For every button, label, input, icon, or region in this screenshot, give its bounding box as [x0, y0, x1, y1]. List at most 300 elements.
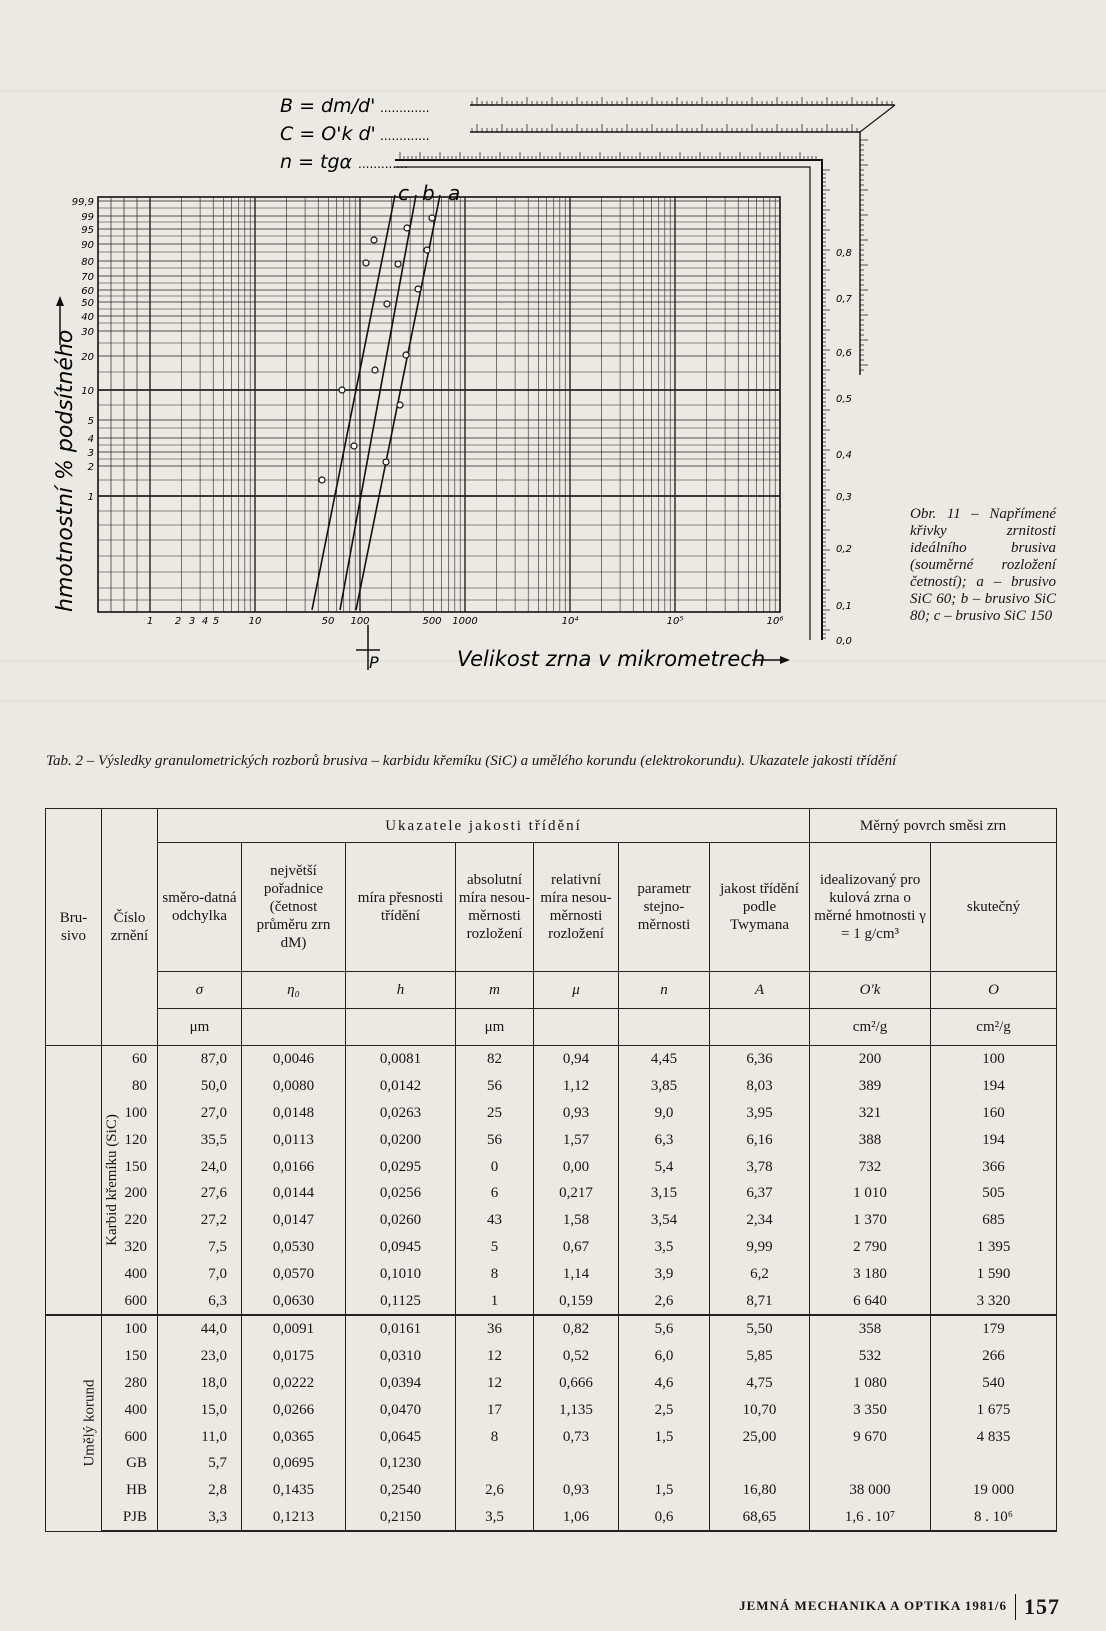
value-cell: 1,06: [534, 1504, 619, 1532]
table-row: [46, 1126, 1057, 1153]
value-cell: 1 010: [810, 1180, 931, 1207]
journal-name: JEMNÁ MECHANIKA A OPTIKA 1981/6: [739, 1597, 1007, 1613]
y-tick-label: 4: [87, 434, 94, 445]
value-cell: 0,0295: [346, 1153, 456, 1180]
n-scale-label: 0,8: [836, 248, 852, 259]
x-tick-label: 2: [174, 616, 182, 627]
formula-leader-3: .............: [358, 157, 408, 171]
y-tick-label: 50: [81, 298, 94, 309]
value-cell: [534, 1450, 619, 1477]
table-row: [46, 1370, 1057, 1397]
table-row: [46, 1396, 1057, 1423]
header-cislo: Číslo zrnění: [102, 809, 158, 1046]
table-row: [46, 1343, 1057, 1370]
results-table: [45, 808, 1057, 1532]
value-cell: 100: [931, 1046, 1057, 1073]
value-cell: 4,75: [710, 1370, 810, 1397]
y-tick-label: 3: [87, 448, 94, 459]
value-cell: 266: [931, 1343, 1057, 1370]
value-cell: 0,00: [534, 1153, 619, 1180]
y-tick-label: 10: [81, 386, 94, 397]
value-cell: 200: [810, 1046, 931, 1073]
value-cell: 36: [456, 1315, 534, 1343]
value-cell: 0,0695: [242, 1450, 346, 1477]
value-cell: 2,8: [158, 1477, 242, 1504]
grain-number-cell: 600: [102, 1287, 158, 1315]
value-cell: 532: [810, 1343, 931, 1370]
line-label-a: a: [448, 181, 461, 205]
value-cell: 27,2: [158, 1207, 242, 1234]
table-row: [46, 1423, 1057, 1450]
header-col-mu: relativní míra nesou-měrnosti rozložení: [534, 843, 619, 972]
value-cell: 0,94: [534, 1046, 619, 1073]
value-cell: 6,3: [619, 1126, 710, 1153]
data-point: [351, 443, 357, 449]
table-row: [46, 1477, 1057, 1504]
value-cell: 0,0175: [242, 1343, 346, 1370]
data-point: [429, 215, 435, 221]
value-cell: 56: [456, 1126, 534, 1153]
value-cell: 0,0148: [242, 1100, 346, 1127]
grain-number-cell: 150: [102, 1153, 158, 1180]
table-row: [46, 1046, 1057, 1073]
x-tick-label: 1: [146, 616, 154, 627]
figure-caption: Obr. 11 – Napřímené křivky zrnitosti ideálního brusiva (souměrné rozložení četností); a – brusivo SiC 60; b – brusivo SiC 80; c – brusivo SiC 150: [910, 506, 1056, 624]
n-scale-label: 0,0: [836, 636, 852, 647]
table-row: [46, 1315, 1057, 1343]
grain-number-cell: 400: [102, 1260, 158, 1287]
value-cell: 6,37: [710, 1180, 810, 1207]
unit-cell: [710, 1009, 810, 1046]
value-cell: 540: [931, 1370, 1057, 1397]
value-cell: 0,0645: [346, 1423, 456, 1450]
x-tick-label: 500: [422, 616, 442, 627]
unit-cell: [619, 1009, 710, 1046]
x-axis-title: Velikost zrna v mikrometrech: [457, 647, 766, 671]
value-cell: 3 350: [810, 1396, 931, 1423]
data-point: [339, 387, 345, 393]
header-quality-group: Ukazatele jakosti třídění: [158, 809, 810, 843]
value-cell: 9,0: [619, 1100, 710, 1127]
value-cell: 194: [931, 1073, 1057, 1100]
n-scale-label: 0,4: [836, 450, 852, 461]
scale-n-inner: [395, 167, 810, 640]
value-cell: 0,1125: [346, 1287, 456, 1315]
value-cell: 0,0161: [346, 1315, 456, 1343]
value-cell: 0,217: [534, 1180, 619, 1207]
value-cell: 3,78: [710, 1153, 810, 1180]
value-cell: 1 590: [931, 1260, 1057, 1287]
symbol-cell: h: [346, 972, 456, 1009]
value-cell: 3,9: [619, 1260, 710, 1287]
value-cell: 160: [931, 1100, 1057, 1127]
value-cell: 0,0630: [242, 1287, 346, 1315]
table-row: [46, 1153, 1057, 1180]
unit-cell: [242, 1009, 346, 1046]
value-cell: 0,1230: [346, 1450, 456, 1477]
formula-n: n = tgα: [280, 151, 353, 173]
x-tick-label: 5: [212, 616, 220, 627]
formula-leader-2: .............: [380, 129, 430, 143]
value-cell: 0,0081: [346, 1046, 456, 1073]
value-cell: 1 370: [810, 1207, 931, 1234]
group-name-cell: [46, 1046, 120, 1315]
value-cell: 0,6: [619, 1504, 710, 1532]
value-cell: 12: [456, 1343, 534, 1370]
value-cell: [810, 1450, 931, 1477]
value-cell: 44,0: [158, 1315, 242, 1343]
chart-grid: [72, 197, 784, 627]
value-cell: 35,5: [158, 1126, 242, 1153]
y-tick-label: 99,9: [71, 197, 94, 208]
grain-number-cell: 150: [102, 1343, 158, 1370]
header-col-eta: největší pořadnice (četnost průměru zrn dM): [242, 843, 346, 972]
value-cell: 0: [456, 1153, 534, 1180]
data-point: [384, 301, 390, 307]
value-cell: 0,0222: [242, 1370, 346, 1397]
x-tick-label: 10⁶: [766, 616, 784, 627]
y-tick-label: 30: [81, 327, 94, 338]
grain-number-cell: PJB: [102, 1504, 158, 1532]
table-row: [46, 1234, 1057, 1261]
y-tick-label: 90: [81, 240, 94, 251]
y-tick-label: 95: [81, 225, 94, 236]
symbol-cell: η₀: [242, 972, 346, 1009]
line-label-b: b: [422, 181, 435, 205]
table-title: Tab. 2 – Výsledky granulometrických rozborů brusiva – karbidu křemíku (SiC) a umělého korundu (elektrokorundu). Ukazatele jakosti třídění: [46, 753, 897, 769]
value-cell: 6,16: [710, 1126, 810, 1153]
n-scale-label: 0,6: [836, 348, 852, 359]
value-cell: 4 835: [931, 1423, 1057, 1450]
value-cell: 0,0570: [242, 1260, 346, 1287]
footer-separator: [1015, 1594, 1016, 1620]
value-cell: 5,7: [158, 1450, 242, 1477]
value-cell: 3,5: [619, 1234, 710, 1261]
value-cell: 7,5: [158, 1234, 242, 1261]
header-col-h: míra přesnosti třídění: [346, 843, 456, 972]
grain-number-cell: 100: [102, 1315, 158, 1343]
value-cell: 1 080: [810, 1370, 931, 1397]
value-cell: 6,3: [158, 1287, 242, 1315]
value-cell: 1,12: [534, 1073, 619, 1100]
unit-cell: μm: [158, 1009, 242, 1046]
value-cell: 0,0256: [346, 1180, 456, 1207]
value-cell: 1: [456, 1287, 534, 1315]
value-cell: 2,6: [456, 1477, 534, 1504]
symbol-cell: O'k: [810, 972, 931, 1009]
group-name: Karbid křemíku (SiC): [103, 1114, 120, 1246]
y-tick-label: 60: [81, 286, 94, 297]
value-cell: 2,5: [619, 1396, 710, 1423]
value-cell: 1 675: [931, 1396, 1057, 1423]
page-footer: [739, 1594, 1060, 1620]
grain-number-cell: 100: [102, 1100, 158, 1127]
grain-number-cell: 60: [102, 1046, 158, 1073]
table-row: [46, 1504, 1057, 1532]
value-cell: 1,6 . 10⁷: [810, 1504, 931, 1532]
line-label-c: c: [398, 181, 409, 205]
value-cell: 505: [931, 1180, 1057, 1207]
data-point: [371, 237, 377, 243]
value-cell: 12: [456, 1370, 534, 1397]
value-cell: 0,0080: [242, 1073, 346, 1100]
value-cell: 321: [810, 1100, 931, 1127]
value-cell: 0,93: [534, 1100, 619, 1127]
value-cell: 732: [810, 1153, 931, 1180]
grain-number-cell: 80: [102, 1073, 158, 1100]
symbol-cell: O: [931, 972, 1057, 1009]
header-col-m: absolutní míra nesou-měrnosti rozložení: [456, 843, 534, 972]
x-tick-label: 10⁴: [561, 616, 579, 627]
value-cell: 8: [456, 1423, 534, 1450]
x-tick-label: 10: [248, 616, 262, 627]
value-cell: 0,93: [534, 1477, 619, 1504]
grain-number-cell: 220: [102, 1207, 158, 1234]
table-row: [46, 1073, 1057, 1100]
value-cell: 0,0945: [346, 1234, 456, 1261]
symbol-cell: m: [456, 972, 534, 1009]
value-cell: 1,135: [534, 1396, 619, 1423]
value-cell: 3,85: [619, 1073, 710, 1100]
formula-leader-1: .............: [380, 101, 430, 115]
value-cell: 0,73: [534, 1423, 619, 1450]
value-cell: 18,0: [158, 1370, 242, 1397]
n-scale-label: 0,7: [836, 294, 852, 305]
unit-cell: [346, 1009, 456, 1046]
value-cell: 0,67: [534, 1234, 619, 1261]
value-cell: 179: [931, 1315, 1057, 1343]
header-col-o: skutečný: [931, 843, 1057, 972]
grain-number-cell: 400: [102, 1396, 158, 1423]
table-row: [46, 1450, 1057, 1477]
value-cell: 3,54: [619, 1207, 710, 1234]
grain-number-cell: 600: [102, 1423, 158, 1450]
value-cell: 366: [931, 1153, 1057, 1180]
value-cell: 6,36: [710, 1046, 810, 1073]
value-cell: 27,6: [158, 1180, 242, 1207]
value-cell: [619, 1450, 710, 1477]
value-cell: 3 180: [810, 1260, 931, 1287]
value-cell: 5,85: [710, 1343, 810, 1370]
scale-diagonal: [860, 105, 895, 132]
data-point: [404, 225, 410, 231]
table-row: [46, 1207, 1057, 1234]
value-cell: 0,0260: [346, 1207, 456, 1234]
value-cell: 27,0: [158, 1100, 242, 1127]
y-tick-label: 20: [81, 352, 94, 363]
value-cell: 0,0200: [346, 1126, 456, 1153]
data-point: [403, 352, 409, 358]
value-cell: 1,57: [534, 1126, 619, 1153]
data-point: [319, 477, 325, 483]
line-b: [340, 195, 416, 610]
value-cell: 0,666: [534, 1370, 619, 1397]
value-cell: 2 790: [810, 1234, 931, 1261]
group-name-cell: [46, 1315, 102, 1531]
data-point: [395, 261, 401, 267]
grain-number-cell: 120: [102, 1126, 158, 1153]
value-cell: 3,5: [456, 1504, 534, 1532]
value-cell: 25,00: [710, 1423, 810, 1450]
value-cell: 6,0: [619, 1343, 710, 1370]
value-cell: 5,6: [619, 1315, 710, 1343]
value-cell: 8 . 10⁶: [931, 1504, 1057, 1532]
grain-number-cell: 200: [102, 1180, 158, 1207]
value-cell: 19 000: [931, 1477, 1057, 1504]
value-cell: 25: [456, 1100, 534, 1127]
data-point: [383, 459, 389, 465]
value-cell: 358: [810, 1315, 931, 1343]
data-point: [363, 260, 369, 266]
n-scale-label: 0,2: [836, 544, 852, 555]
value-cell: 87,0: [158, 1046, 242, 1073]
value-cell: 1,58: [534, 1207, 619, 1234]
header-col-n: parametr stejno-měrnosti: [619, 843, 710, 972]
n-scale-label: 0,1: [836, 601, 852, 612]
value-cell: 15,0: [158, 1396, 242, 1423]
symbol-cell: n: [619, 972, 710, 1009]
table-row: [46, 1287, 1057, 1315]
value-cell: 0,0147: [242, 1207, 346, 1234]
value-cell: 3,3: [158, 1504, 242, 1532]
value-cell: 9,99: [710, 1234, 810, 1261]
table-group: [46, 1046, 1057, 1315]
value-cell: 2,6: [619, 1287, 710, 1315]
data-point: [372, 367, 378, 373]
p-label: P: [369, 653, 379, 672]
value-cell: 3,15: [619, 1180, 710, 1207]
value-cell: 68,65: [710, 1504, 810, 1532]
page-number: 157: [1024, 1594, 1060, 1619]
value-cell: 1 395: [931, 1234, 1057, 1261]
value-cell: 0,0113: [242, 1126, 346, 1153]
value-cell: 685: [931, 1207, 1057, 1234]
value-cell: 6 640: [810, 1287, 931, 1315]
formula-b: B = dm/d': [280, 95, 376, 117]
value-cell: 16,80: [710, 1477, 810, 1504]
value-cell: 5,50: [710, 1315, 810, 1343]
value-cell: 8: [456, 1260, 534, 1287]
x-tick-label: 10⁵: [666, 616, 684, 627]
value-cell: 0,2540: [346, 1477, 456, 1504]
grain-number-cell: 320: [102, 1234, 158, 1261]
x-tick-label: 100: [350, 616, 370, 627]
value-cell: 0,0530: [242, 1234, 346, 1261]
y-tick-label: 40: [81, 312, 94, 323]
value-cell: 8,03: [710, 1073, 810, 1100]
y-tick-label: 70: [81, 272, 94, 283]
n-scale-label: 0,3: [836, 492, 852, 503]
value-cell: 5,4: [619, 1153, 710, 1180]
value-cell: 2,34: [710, 1207, 810, 1234]
symbol-row: [46, 972, 1057, 1009]
table-row: [46, 1100, 1057, 1127]
symbol-cell: μ: [534, 972, 619, 1009]
value-cell: 11,0: [158, 1423, 242, 1450]
x-tick-label: 1000: [452, 616, 478, 627]
value-cell: [710, 1450, 810, 1477]
header-surface-group: Měrný povrch směsi zrn: [810, 809, 1057, 843]
value-cell: 0,0166: [242, 1153, 346, 1180]
x-tick-label: 50: [321, 616, 335, 627]
grain-number-cell: 280: [102, 1370, 158, 1397]
value-cell: 10,70: [710, 1396, 810, 1423]
unit-cell: cm²/g: [931, 1009, 1057, 1046]
value-cell: 38 000: [810, 1477, 931, 1504]
y-axis-title: hmotnostní % podsítného: [53, 329, 78, 612]
value-cell: 0,0142: [346, 1073, 456, 1100]
y-tick-label: 99: [81, 212, 94, 223]
value-cell: 1,5: [619, 1477, 710, 1504]
value-cell: 56: [456, 1073, 534, 1100]
value-cell: 43: [456, 1207, 534, 1234]
value-cell: 0,1435: [242, 1477, 346, 1504]
y-tick-label: 5: [87, 416, 94, 427]
value-cell: 8,71: [710, 1287, 810, 1315]
x-axis-arrowhead: [780, 656, 790, 664]
value-cell: [456, 1450, 534, 1477]
table-group: [46, 1315, 1057, 1531]
value-cell: 0,1010: [346, 1260, 456, 1287]
value-cell: 194: [931, 1126, 1057, 1153]
n-scale-label: 0,5: [836, 394, 852, 405]
header-brusivo: Bru-sivo: [46, 809, 102, 1046]
unit-cell: μm: [456, 1009, 534, 1046]
value-cell: 1,5: [619, 1423, 710, 1450]
value-cell: 50,0: [158, 1073, 242, 1100]
value-cell: 7,0: [158, 1260, 242, 1287]
line-c: [312, 195, 395, 610]
table-row: [46, 1260, 1057, 1287]
value-cell: 389: [810, 1073, 931, 1100]
value-cell: 0,0046: [242, 1046, 346, 1073]
symbol-cell: σ: [158, 972, 242, 1009]
value-cell: 0,0266: [242, 1396, 346, 1423]
value-cell: [931, 1450, 1057, 1477]
grain-number-cell: GB: [102, 1450, 158, 1477]
data-point: [424, 247, 430, 253]
y-tick-label: 80: [81, 257, 94, 268]
group-name: Umělý korund: [81, 1379, 98, 1467]
data-point: [397, 402, 403, 408]
value-cell: 0,0365: [242, 1423, 346, 1450]
value-cell: 82: [456, 1046, 534, 1073]
value-cell: 388: [810, 1126, 931, 1153]
value-cell: 4,45: [619, 1046, 710, 1073]
value-cell: 6: [456, 1180, 534, 1207]
value-cell: 4,6: [619, 1370, 710, 1397]
chart-lines: [312, 195, 440, 610]
value-cell: 0,0394: [346, 1370, 456, 1397]
formula-c: C = O'k d': [280, 123, 376, 145]
table-row: [46, 1180, 1057, 1207]
value-cell: 0,0310: [346, 1343, 456, 1370]
value-cell: 24,0: [158, 1153, 242, 1180]
value-cell: 0,52: [534, 1343, 619, 1370]
value-cell: 0,0263: [346, 1100, 456, 1127]
x-tick-label: 3: [188, 616, 196, 627]
value-cell: 9 670: [810, 1423, 931, 1450]
value-cell: 0,0470: [346, 1396, 456, 1423]
value-cell: 3 320: [931, 1287, 1057, 1315]
value-cell: 0,159: [534, 1287, 619, 1315]
value-cell: 0,0144: [242, 1180, 346, 1207]
value-cell: 5: [456, 1234, 534, 1261]
x-tick-label: 4: [201, 616, 209, 627]
value-cell: 17: [456, 1396, 534, 1423]
value-cell: 23,0: [158, 1343, 242, 1370]
value-cell: 1,14: [534, 1260, 619, 1287]
